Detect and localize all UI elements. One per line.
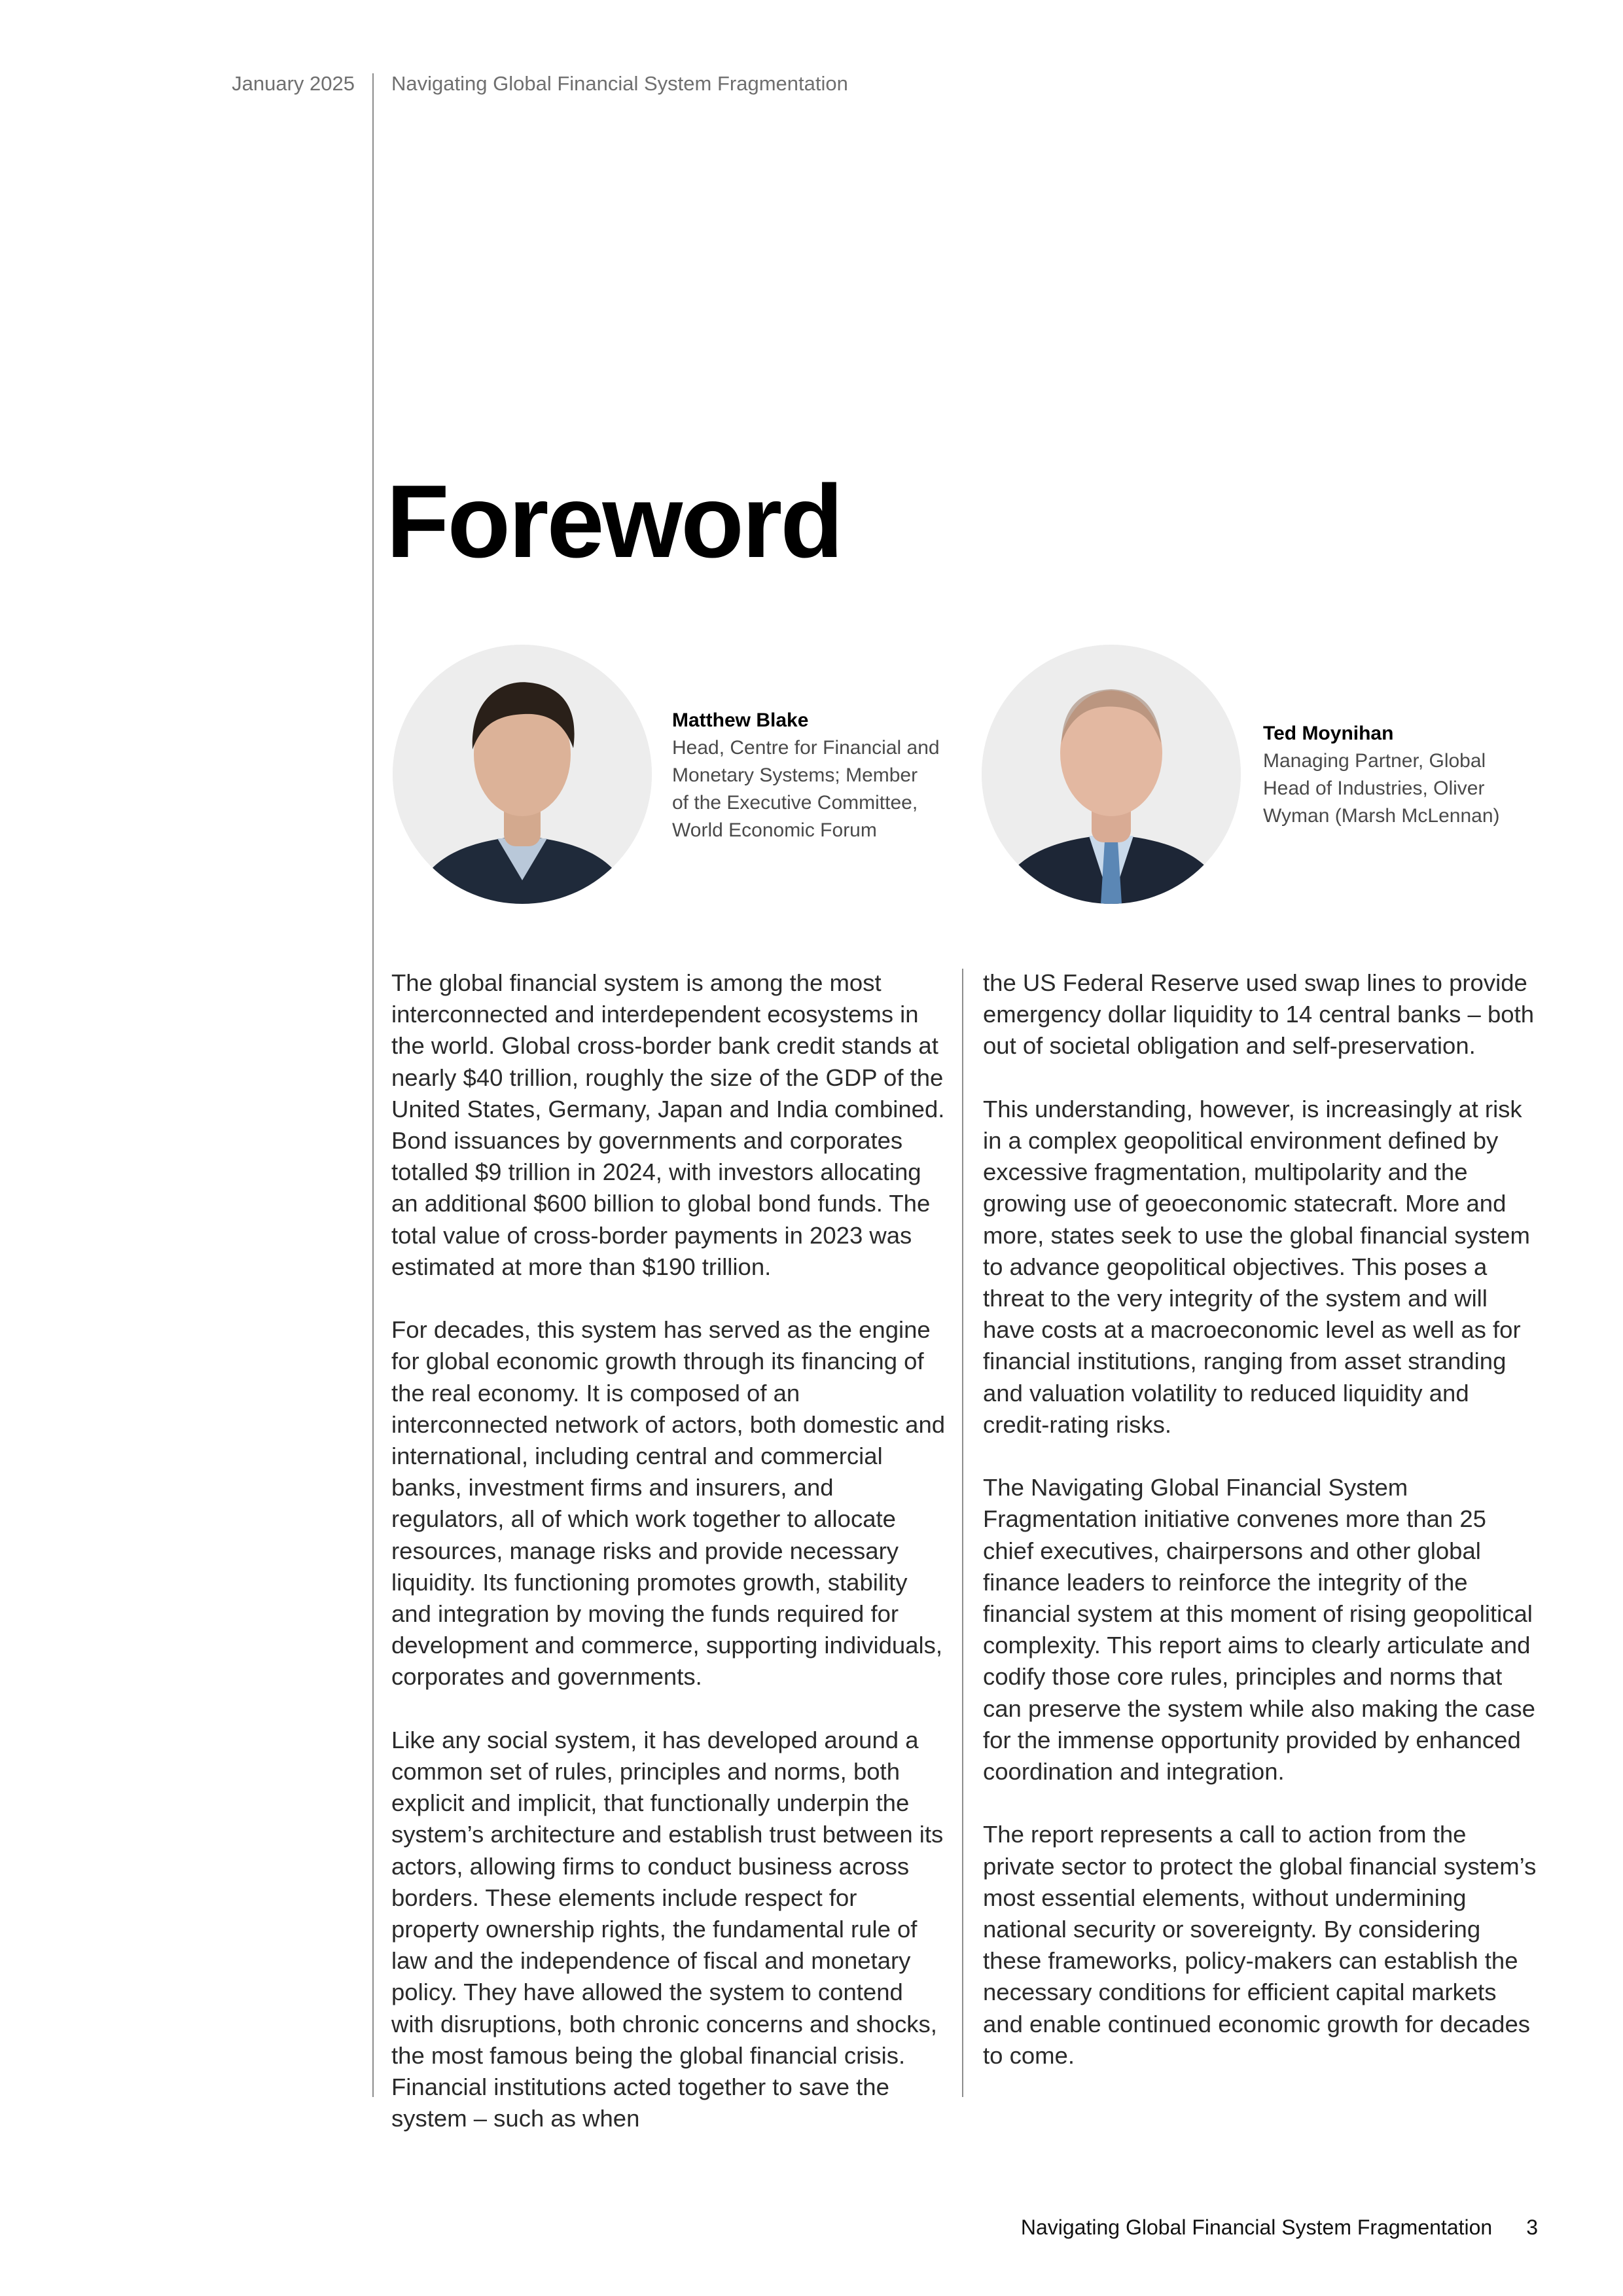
body-paragraph: Like any social system, it has developed around a common set of rules, principles and norms, both explicit and implicit, that functionally underpin the system’s architecture and establish trust between its actors, allowing firms to conduct business across borders. These elements include respect for property ownership rights, the fundamental rule of law and the independence of fiscal and monetary policy. They have allowed the system to contend with disruptions, both chronic concerns and shocks, the most famous being the global financial crisis. Financial institutions acted together to save the system – such as when	[391, 1726, 944, 2132]
author-role-line: Wyman (Marsh McLennan)	[1263, 805, 1500, 827]
page-number: 3	[1526, 2215, 1538, 2239]
author-role-line: of the Executive Committee,	[672, 792, 918, 814]
author-name: Matthew Blake	[672, 709, 809, 731]
author-role-line: Managing Partner, Global	[1263, 750, 1486, 772]
author-role-line: Monetary Systems; Member	[672, 764, 918, 786]
author-role-line: Head, Centre for Financial and	[672, 737, 940, 759]
body-column-left	[391, 967, 948, 2166]
header-date: January 2025	[232, 72, 355, 95]
author-bio-matthew-blake	[672, 707, 954, 844]
portrait-matthew-blake	[393, 645, 652, 904]
person-portrait-icon	[393, 645, 652, 904]
header-title: Navigating Global Financial System Fragmentation	[391, 72, 848, 95]
footer	[982, 2215, 1538, 2240]
author-name: Ted Moynihan	[1263, 723, 1394, 744]
body-column-right	[983, 967, 1539, 2103]
page-title: Foreword	[386, 464, 842, 579]
body-paragraph: For decades, this system has served as the engine for global economic growth through its financing of the real economy. It is composed of an interconnected network of actors, both domestic and international, including central and commercial banks, investment firms and insurers, and regulators, all of which work together to allocate resources, manage risks and provide necessary liquidity. Its functioning promotes growth, stability and integration by moving the funds required for development and commerce, supporting individuals, corporates and governments.	[391, 1316, 946, 1691]
body-paragraph: the US Federal Reserve used swap lines to provide emergency dollar liquidity to 14 central banks – both out of societal obligation and self-preservation.	[983, 969, 1535, 1060]
author-bio-ted-moynihan	[1263, 720, 1544, 830]
body-paragraph: The global financial system is among the most interconnected and interdependent ecosystems in the world. Global cross-border bank credit stands at nearly $40 trillion, roughly the size of the GDP of the United States, Germany, Japan and India combined. Bond issuances by governments and corporates totalled $9 trillion in 2024, with investors allocating an additional $600 billion to global bond funds. The total value of cross-border payments in 2023 was estimated at more than $190 trillion.	[391, 969, 945, 1280]
column-divider	[962, 969, 963, 2097]
author-role-line: Head of Industries, Oliver	[1263, 778, 1485, 799]
body-paragraph: This understanding, however, is increasingly at risk in a complex geopolitical environment defined by excessive fragmentation, multipolarity and the growing use of geoeconomic statecraft. More and more, states seek to use the global financial system to advance geopolitical objectives. This poses a threat to the very integrity of the system and will have costs at a macroeconomic level as well as for financial institutions, ranging from asset stranding and valuation volatility to reduced liquidity and credit-rating risks.	[983, 1095, 1530, 1438]
author-role-line: World Economic Forum	[672, 819, 877, 841]
left-rule	[372, 73, 374, 2097]
body-paragraph: The report represents a call to action from the private sector to protect the global financial system’s most essential elements, without undermining national security or sovereignty. By considering these frameworks, policy-makers can establish the necessary conditions for efficient capital markets and enable continued economic growth for decades to come.	[983, 1821, 1537, 2069]
body-paragraph: The Navigating Global Financial System Fragmentation initiative convenes more than 25 chief executives, chairpersons and other global finance leaders to reinforce the integrity of the financial system at this moment of rising geopolitical complexity. This report aims to clearly articulate and codify those core rules, principles and norms that can preserve the system while also making the case for the immense opportunity provided by enhanced coordination and integration.	[983, 1474, 1535, 1785]
footer-title: Navigating Global Financial System Fragmentation	[1020, 2215, 1493, 2239]
portrait-ted-moynihan	[982, 645, 1241, 904]
person-portrait-icon	[982, 645, 1241, 904]
